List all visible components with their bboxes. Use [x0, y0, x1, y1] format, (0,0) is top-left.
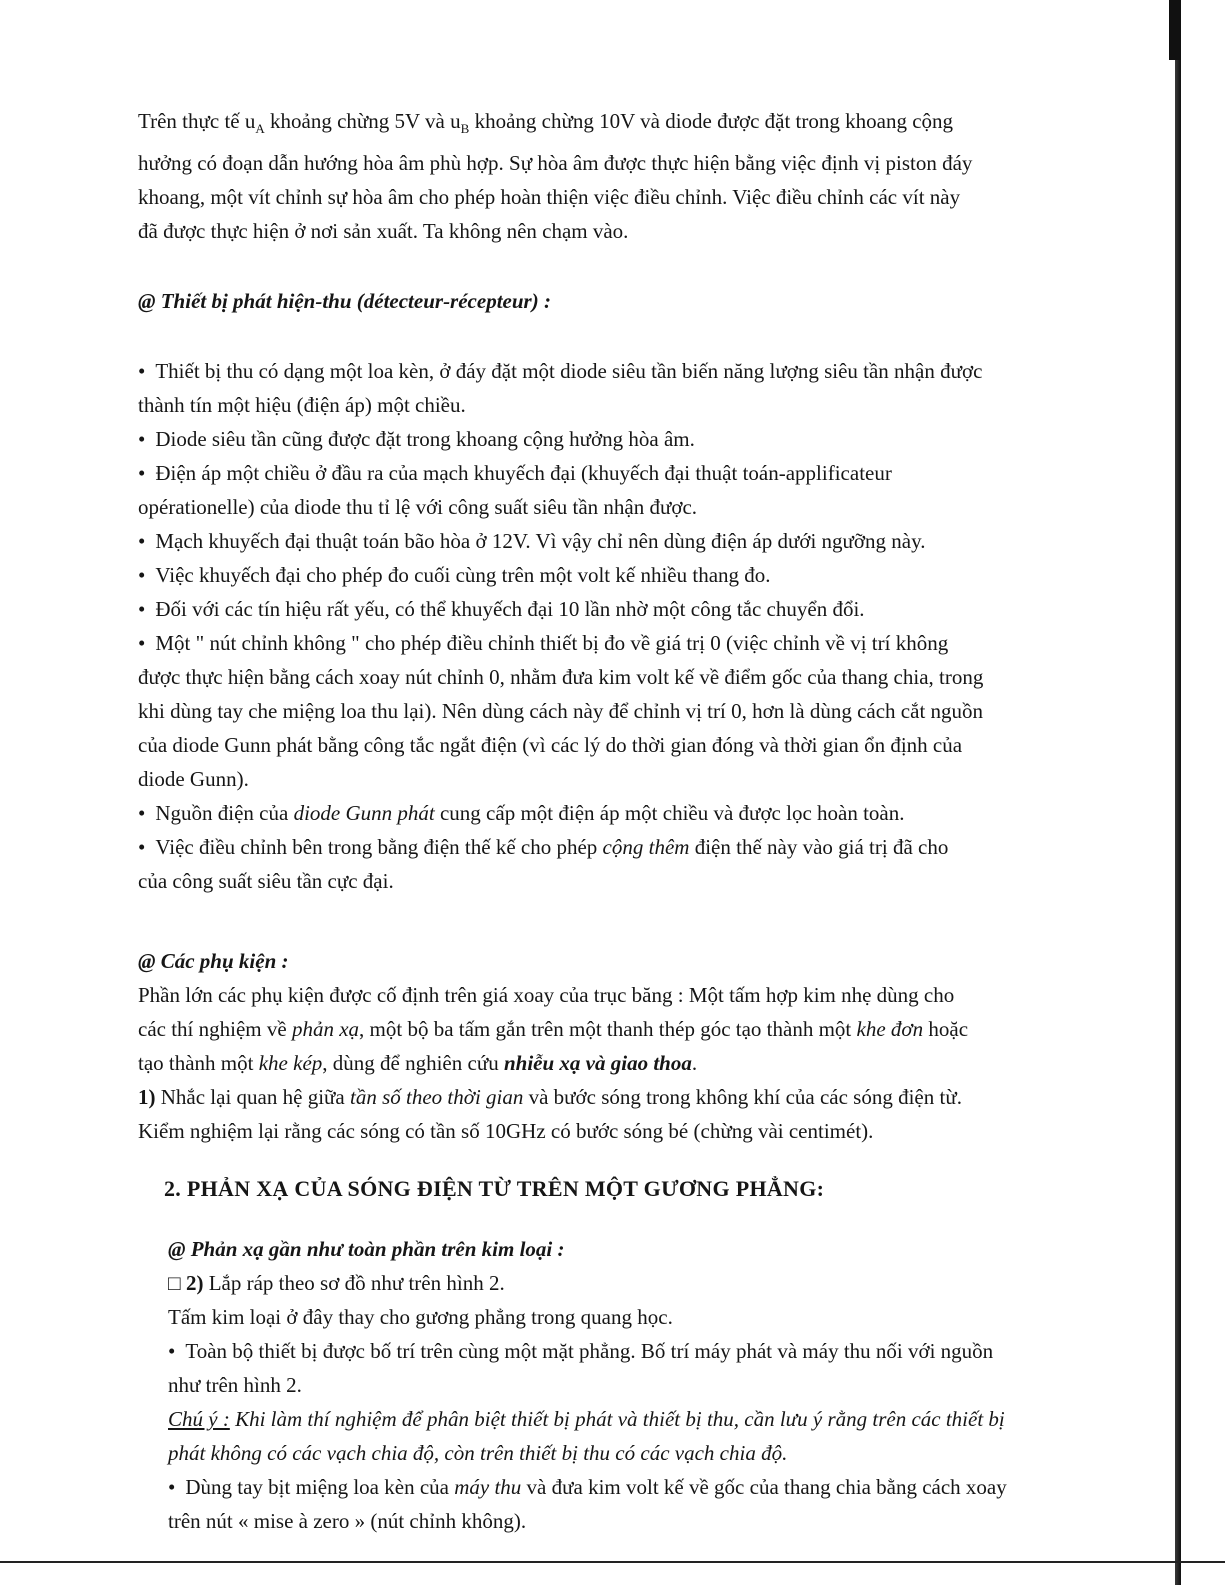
scan-edge-bottom [0, 1561, 1225, 1563]
section-2-bullet-2: • Dùng tay bịt miệng loa kèn của máy thu và đưa kim volt kế về gốc của thang chia bằng cách xoay [168, 1470, 1168, 1504]
detector-heading: @ Thiết bị phát hiện-thu (détecteur-récepteur) : [138, 289, 551, 313]
accessories-line-3: tạo thành một khe kép, dùng để nghiên cứu nhiễu xạ và giao thoa. [138, 1051, 698, 1075]
intro-line-3: khoang, một vít chỉnh sự hòa âm cho phép hoàn thiện việc điều chỉnh. Việc điều chỉnh các vít này [138, 185, 961, 210]
detector-bullet-6: • Đối với các tín hiệu rất yếu, có thể khuyếch đại 10 lần nhờ một công tắc chuyển đổi. [138, 592, 1172, 626]
scan-edge-top [1169, 0, 1181, 60]
detector-bullet-7: • Một " nút chỉnh không " cho phép điều chỉnh thiết bị đo về giá trị 0 (việc chỉnh về vị trí không [138, 626, 1172, 660]
detector-bullet-4: • Mạch khuyếch đại thuật toán bão hòa ở 12V. Vì vậy chỉ nên dùng điện áp dưới ngưỡng này. [138, 524, 1172, 558]
section-2 [164, 1172, 1164, 1206]
detector-bullet-9-cont: của công suất siêu tần cực đại. [138, 869, 394, 893]
accessories-heading: @ Các phụ kiện : [138, 949, 289, 973]
metal-plate-line: Tấm kim loại ở đây thay cho gương phẳng trong quang học. [168, 1305, 673, 1329]
detector-bullet-1: • Thiết bị thu có dạng một loa kèn, ở đáy đặt một diode siêu tần biến năng lượng siêu tần nhận được [138, 354, 1172, 388]
accessories-line-2: các thí nghiệm về phản xạ, một bộ ba tấm gắn trên một thanh thép góc tạo thành một khe đơn hoặc [138, 1017, 969, 1041]
intro-paragraph [138, 104, 1172, 248]
question-2: □ 2) Lắp ráp theo sơ đồ như trên hình 2. [168, 1271, 505, 1295]
note-line-1: Chú ý : Khi làm thí nghiệm để phân biệt thiết bị phát và thiết bị thu, cần lưu ý rằng trên các thiết bị [168, 1407, 1005, 1431]
detector-bullet-7-cont-2: khi dùng tay che miệng loa thu lại). Nên dùng cách này để chỉnh vị trí 0, hơn là dùng cách cắt nguồn [138, 699, 984, 723]
checkbox-icon: □ [168, 1271, 181, 1295]
reflection-heading: @ Phản xạ gần như toàn phần trên kim loại : [168, 1237, 565, 1261]
section-2-bullet-2-cont: trên nút « mise à zero » (nút chỉnh không). [168, 1509, 527, 1533]
scan-edge-right [1175, 0, 1181, 1585]
detector-bullet-8: • Nguồn điện của diode Gunn phát cung cấp một điện áp một chiều và được lọc hoàn toàn. [138, 796, 1172, 830]
intro-line-4: đã được thực hiện ở nơi sản xuất. Ta không nên chạm vào. [138, 219, 629, 244]
detector-bullet-2: • Diode siêu tần cũng được đặt trong khoang cộng hưởng hòa âm. [138, 422, 1172, 456]
detector-bullet-3: • Điện áp một chiều ở đầu ra của mạch khuyếch đại (khuyếch đại thuật toán-applificateur [138, 456, 1172, 490]
accessories-line-1: Phần lớn các phụ kiện được cố định trên giá xoay của trục băng : Một tấm hợp kim nhẹ dùng cho [138, 983, 955, 1007]
intro-line-1: Trên thực tế $u_A$ khoảng chừng 5V và $u_B$ khoảng chừng 10V và diode được đặt trong khoang cộng [138, 109, 954, 137]
question-1: 1) Nhắc lại quan hệ giữa tần số theo thời gian và bước sóng trong không khí của các sóng điện từ. [138, 1085, 962, 1109]
detector-bullet-5: • Việc khuyếch đại cho phép đo cuối cùng trên một volt kế nhiều thang đo. [138, 558, 1172, 592]
detector-bullet-3-cont: opérationelle) của diode thu tỉ lệ với công suất siêu tần nhận được. [138, 495, 698, 519]
detector-bullet-7-cont-3: của diode Gunn phát bằng công tắc ngắt điện (vì các lý do thời gian đóng và thời gian ổn định của [138, 733, 963, 757]
section-2-bullet-1: • Toàn bộ thiết bị được bố trí trên cùng một mặt phẳng. Bố trí máy phát và máy thu nối với nguồn [168, 1334, 1168, 1368]
detector-bullet-1-cont: thành tín một hiệu (điện áp) một chiều. [138, 393, 466, 417]
detector-section [138, 284, 1172, 318]
note-line-2: phát không có các vạch chia độ, còn trên thiết bị thu có các vạch chia độ. [168, 1441, 788, 1465]
section-2-title: 2. PHẢN XẠ CỦA SÓNG ĐIỆN TỪ TRÊN MỘT GƯƠNG PHẲNG: [164, 1176, 825, 1201]
question-1-cont: Kiểm nghiệm lại rằng các sóng có tần số 10GHz có bước sóng bé (chừng vài centimét). [138, 1119, 874, 1143]
intro-line-2: hưởng có đoạn dẫn hướng hòa âm phù hợp. Sự hòa âm được thực hiện bằng việc định vị piston đáy [138, 151, 973, 176]
detector-bullets [138, 354, 1172, 898]
section-2-bullet-1-cont: như trên hình 2. [168, 1373, 302, 1397]
section-2-body [168, 1232, 1168, 1538]
detector-bullet-7-cont-1: được thực hiện bằng cách xoay nút chỉnh 0, nhằm đưa kim volt kế về điểm gốc của thang chia, trong [138, 665, 984, 689]
accessories-section [138, 944, 1172, 1148]
detector-bullet-9: • Việc điều chỉnh bên trong bằng điện thế kế cho phép cộng thêm điện thế này vào giá trị đã cho [138, 830, 1172, 864]
detector-bullet-7-cont-4: diode Gunn). [138, 767, 249, 791]
